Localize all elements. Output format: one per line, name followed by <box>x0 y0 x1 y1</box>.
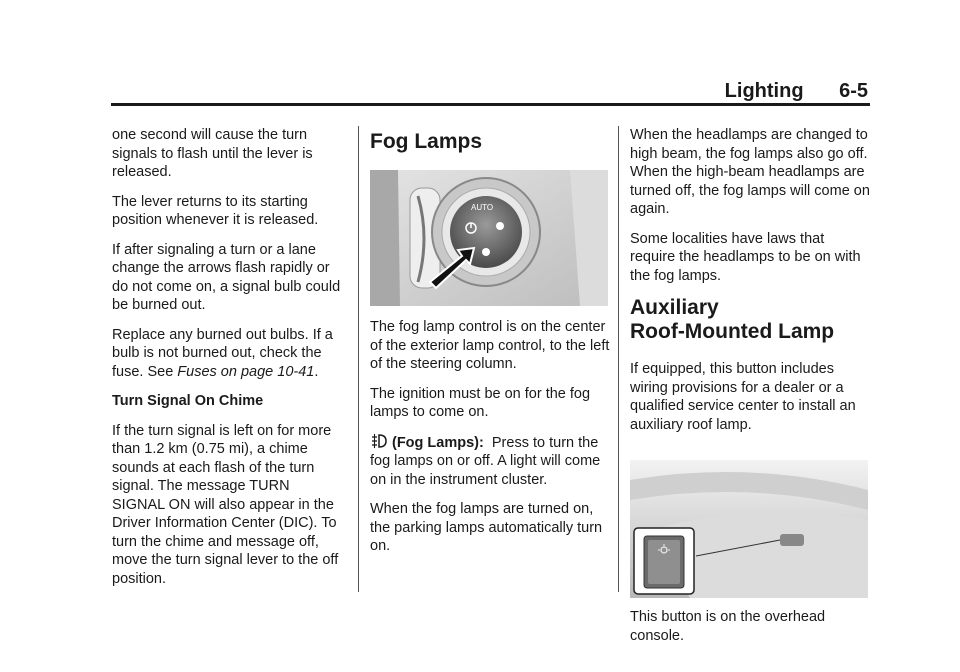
fog-lamp-icon <box>370 433 388 449</box>
paragraph: This button is on the overhead console. <box>630 609 826 644</box>
paragraph: Some localities have laws that require the headlamps to be on with the fog lamps. <box>630 230 861 284</box>
roof-lamp-illustration <box>630 460 868 598</box>
page-number: 6-5 <box>839 80 868 102</box>
paragraph: Replace any burned out bulbs. If a bulb is not burned out, check the fuse. See Fuses on page 10-41. <box>112 326 333 380</box>
column-right <box>630 126 870 656</box>
section-heading: Fog Lamps <box>370 130 483 153</box>
paragraph: If the turn signal is left on for more than 1.2 km (0.75 mi), a chime sounds at each flash of the turn signal. The message TURN SIGNAL ON will also appear in the Driver Information Center (DIC). To turn the chime and message off, move the turn signal lever to the off position. <box>112 422 339 587</box>
knob-auto-label: AUTO <box>471 203 494 212</box>
paragraph: When the fog lamps are turned on, the parking lamps automatically turn on. <box>370 501 603 554</box>
headlamp-knob-illustration <box>370 170 608 306</box>
header-rule <box>111 103 870 106</box>
cross-reference-link[interactable]: Fuses on page 10-41 <box>177 363 315 380</box>
paragraph: The fog lamp control is on the center of the exterior lamp control, to the left of the steering column. <box>370 319 610 372</box>
section-title: Lighting <box>724 80 804 102</box>
paragraph: If after signaling a turn or a lane change the arrows flash rapidly or do not come on, a signal bulb could be burned out. <box>112 241 341 313</box>
column-divider <box>358 126 359 592</box>
paragraph: When the headlamps are changed to high beam, the fog lamps also go off. When the high-beam headlamps are turned off, the fog lamps will come on again. <box>630 127 870 217</box>
fog-lamp-control-image <box>370 170 608 306</box>
paragraph: The ignition must be on for the fog lamps to come on. <box>370 385 591 420</box>
paragraph: one second will cause the turn signals to flash until the lever is released. <box>112 127 313 180</box>
subheading: Turn Signal On Chime <box>112 393 264 409</box>
column-middle <box>370 126 610 567</box>
page-header <box>725 80 868 103</box>
column-left <box>112 126 344 599</box>
column-divider <box>618 126 619 592</box>
paragraph: If equipped, this button includes wiring provisions for a dealer or a qualified service center to install an auxiliary roof lamp. <box>630 361 856 433</box>
control-term: (Fog Lamps): <box>392 434 484 451</box>
paragraph: (Fog Lamps): Press to turn the fog lamps on or off. A light will come on in the instrument cluster. <box>370 434 601 488</box>
overhead-console-image <box>630 460 868 598</box>
paragraph: The lever returns to its starting position whenever it is released. <box>112 193 319 228</box>
section-heading: Auxiliary Roof-Mounted Lamp <box>630 296 835 343</box>
